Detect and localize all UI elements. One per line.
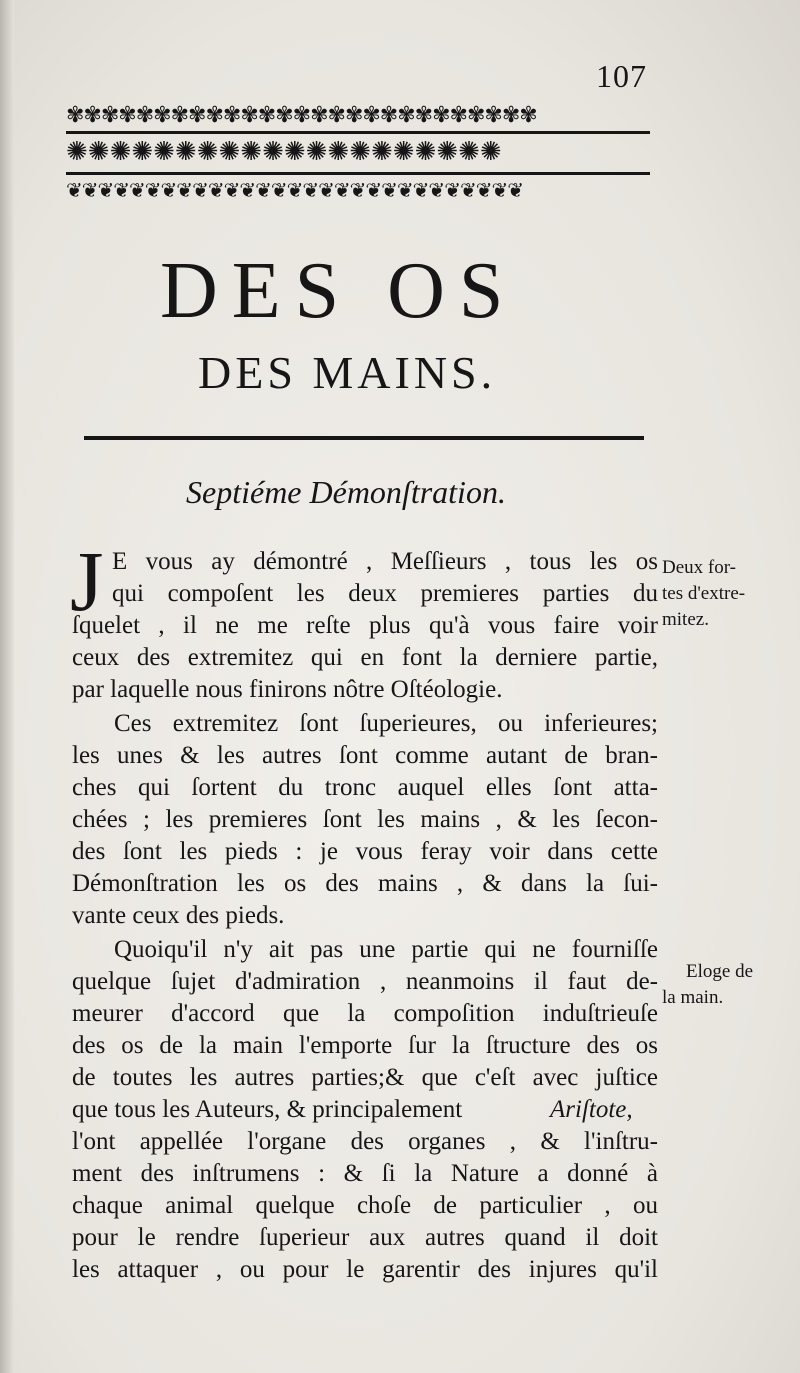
text-line: chées ; les premieres ſont les mains , & les ſecon- <box>72 806 658 833</box>
drop-cap: J <box>70 533 104 629</box>
text-line: E vous ay démontré , Meſſieurs , tous les os <box>112 548 658 575</box>
header-ornament-middle: ✺✺✺✺✺✺✺✺✺✺✺✺✺✺✺✺✺✺✺✺ <box>66 137 502 166</box>
text-line: des os de la main l'emporte ſur la ſtructure des os <box>72 1032 658 1059</box>
ornament-divider-line <box>66 172 650 175</box>
margin-note: mitez. <box>662 609 709 630</box>
text-line: chaque animal quelque choſe de particulier , ou <box>72 1192 658 1219</box>
text-line: par laquelle nous finirons nôtre Oſtéologie. <box>72 676 503 703</box>
text-line: pour le rendre ſuperieur aux autres quand il doit <box>72 1224 658 1251</box>
text-line: meurer d'accord que la compoſition induſtrieuſe <box>72 1000 658 1027</box>
text-line: ment des inſtrumens : & ſi la Nature a donné à <box>72 1160 658 1187</box>
text-line: les unes & les autres ſont comme autant de bran- <box>72 742 658 769</box>
text-line: que tous les Auteurs, & principalement <box>72 1096 463 1123</box>
margin-note: Eloge de <box>686 961 754 982</box>
chapter-subtitle: DES MAINS. <box>198 347 497 398</box>
margin-note: tes d'extre- <box>662 583 746 604</box>
title-rule <box>84 436 644 440</box>
text-line: qui compoſent les deux premieres parties du <box>112 580 658 607</box>
chapter-title: DES OS <box>160 247 518 335</box>
text-line: vante ceux des pieds. <box>72 902 285 929</box>
text-line: quelque ſujet d'admiration , neanmoins il faut de- <box>72 968 658 995</box>
margin-note: la main. <box>662 987 724 1008</box>
text-line: des ſont les pieds : je vous feray voir dans cette <box>72 838 658 865</box>
header-ornament-top: ✾✾✾✾✾✾✾✾✾✾✾✾✾✾✾✾✾✾✾✾✾✾✾✾✾✾✾ <box>66 102 537 127</box>
text-line: ceux des extremitez qui en font la derniere partie, <box>72 644 658 671</box>
text-line: l'ont appellée l'organe des organes , & l'inſtru- <box>72 1128 658 1155</box>
author-name: Ariſtote, <box>550 1096 633 1123</box>
text-line: Ces extremitez ſont ſuperieures, ou inferieures; <box>114 710 658 737</box>
ornament-divider-line <box>66 131 650 134</box>
text-line: Quoiqu'il n'y ait pas une partie qui ne fourniſſe <box>114 936 658 963</box>
text-line: ſquelet , il ne me reſte plus qu'à vous faire voir <box>72 612 658 639</box>
text-line: de toutes les autres parties;& que c'eſt avec juſtice <box>72 1064 658 1091</box>
text-line: les attaquer , ou pour le garentir des injures qu'il <box>72 1256 658 1283</box>
page-number: 107 <box>596 58 647 94</box>
text-line: Démonſtration les os des mains , & dans la ſui- <box>72 870 658 897</box>
section-heading: Septiéme Démonſtration. <box>186 474 506 510</box>
header-ornament-bottom: ❦❦❦❦❦❦❦❦❦❦❦❦❦❦❦❦❦❦❦❦❦❦❦❦❦❦❦❦❦ <box>66 180 523 202</box>
margin-note: Deux for- <box>662 557 737 578</box>
page-edge-shadow <box>0 0 14 1373</box>
text-line: ches qui ſortent du tronc auquel elles ſont atta- <box>72 774 658 801</box>
